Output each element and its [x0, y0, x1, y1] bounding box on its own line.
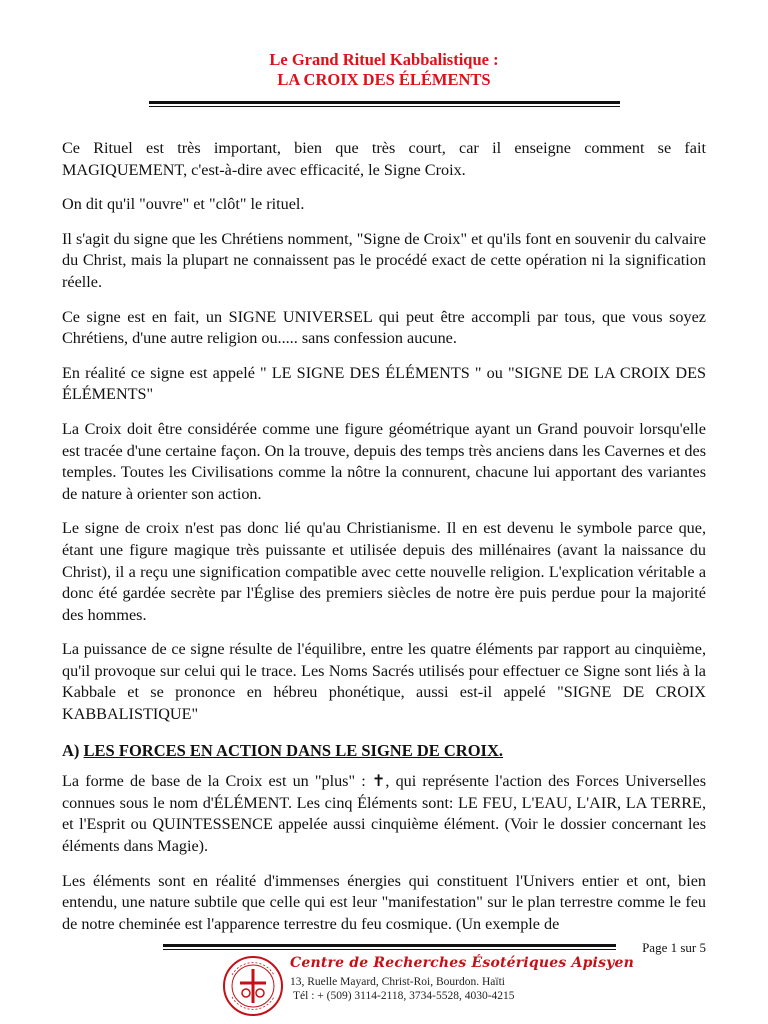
paragraph: En réalité ce signe est appelé " LE SIGNE DES ÉLÉMENTS " ou "SIGNE DE LA CROIX DES ÉLÉMENTS"	[62, 363, 706, 404]
paragraph: La puissance de ce signe résulte de l'équilibre, entre les quatre éléments par rapport au cinquième, qu'il provoque sur celui qui le trace. Les Noms Sacrés utilisés pour effectuer ce Signe sont liés à la Kabbale et se prononce en hébreu phonétique, aussi est-il appelé "SIGNE DE CROIX KABBALISTIQUE"	[62, 640, 706, 724]
paragraph: La forme de base de la Croix est un "plus" : ✝, qui représente l'action des Forces Universelles connues sous le nom d'ÉLÉMENT. Les cinq Éléments sont: LE FEU, L'EAU, L'AIR, LA TERRE, et l'Esprit ou QUINTESSENCE appelée aussi cinquième élément. (Voir le dossier concernant les éléments dans Magie).	[62, 772, 706, 856]
section-title: LES FORCES EN ACTION DANS LE SIGNE DE CROIX.	[83, 740, 504, 760]
section-prefix: A)	[62, 740, 84, 760]
address: 13, Ruelle Mayard, Christ-Roi, Bourdon. Haïti	[290, 976, 505, 988]
title-line-2: LA CROIX DES ÉLÉMENTS	[277, 70, 491, 89]
paragraph: Ce signe est en fait, un SIGNE UNIVERSEL qui peut être accompli par tous, que vous soyez Chrétiens, d'une autre religion ou..... sans confession aucune.	[62, 307, 706, 348]
title-line-1: Le Grand Rituel Kabbalistique :	[269, 50, 499, 69]
contact-block	[290, 975, 515, 1003]
page-number: Page 1 sur 5	[642, 940, 706, 955]
paragraph: Il s'agit du signe que les Chrétiens nomment, "Signe de Croix" et qu'ils font en souvenir du calvaire du Christ, mais la plupart ne connaissent pas le procédé exact de cette opération ni la signification réelle.	[62, 229, 706, 291]
document-title	[0, 50, 768, 90]
footer-divider	[163, 944, 616, 950]
organization-name: Centre de Recherches Ésotériques Apisyen	[290, 955, 634, 971]
paragraph: Les éléments sont en réalité d'immenses énergies qui constituent l'Univers entier et ont, bien entendu, une nature subtile que celle qui est leur "manifestation" sur le plan terrestre comme le feu de notre cheminée est l'apparence terrestre du feu cosmique. (Un exemple de	[62, 871, 706, 933]
paragraph: La Croix doit être considérée comme une figure géométrique ayant un Grand pouvoir lorsqu'elle est tracée d'une certaine façon. On la trouve, depuis des temps très anciens dans les Cavernes et des temples. Toutes les Civilisations comme la nôtre la connurent, chacune lui apportant des variantes de nature à orienter son action.	[62, 419, 706, 503]
title-divider	[149, 101, 620, 107]
document-body	[62, 138, 706, 948]
paragraph: On dit qu'il "ouvre" et "clôt" le rituel.	[62, 195, 305, 214]
apisyen-seal-logo-icon	[222, 955, 284, 1017]
paragraph: Ce Rituel est très important, bien que très court, car il enseigne comment se fait MAGIQUEMENT, c'est-à-dire avec efficacité, le Signe Croix.	[62, 139, 706, 179]
paragraph: Le signe de croix n'est pas donc lié qu'au Christianisme. Il en est devenu le symbole parce que, étant une figure magique très puissante et utilisée depuis des millénaires (avant la naissance du Christ), il a reçu une signification compatible avec cette nouvelle religion. L'explication véritable a donc été gardée secrète par l'Église des premiers siècles de notre ère puis perdue pour la majorité des hommes.	[62, 519, 706, 624]
section-heading	[62, 740, 706, 762]
phone: Tél : + (509) 3114-2118, 3734-5528, 4030-4215	[293, 990, 515, 1002]
